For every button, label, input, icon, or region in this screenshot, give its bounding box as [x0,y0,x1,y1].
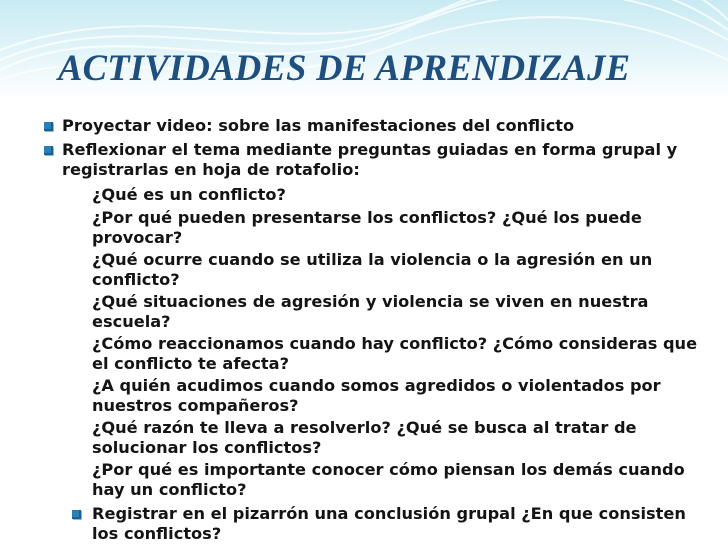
bullet-icon [44,122,53,131]
header-banner [0,0,728,100]
bullet-icon [44,146,53,155]
question-item: ¿Qué ocurre cuando se utiliza la violencia o la agresión en un conflicto? [92,250,653,289]
bullet-reflexionar: Reflexionar el tema mediante preguntas guiadas en forma grupal y registrarlas en hoja de rotafolio: [62,140,678,179]
bullet-icon [72,510,81,519]
question-item: ¿Cómo reaccionamos cuando hay conflicto? ¿Cómo consideras que el conflicto te afecta? [92,334,698,373]
bullet-registrar-conclusion: Registrar en el pizarrón una conclusión grupal ¿En que consisten los conflictos? [92,504,686,543]
question-item: ¿Qué situaciones de agresión y violencia se viven en nuestra escuela? [92,292,649,331]
question-item: ¿Por qué pueden presentarse los conflictos? ¿Qué los puede provocar? [92,208,642,247]
question-item: ¿A quién acudimos cuando somos agredidos o violentados por nuestros compañeros? [92,376,661,415]
question-item: ¿Qué razón te lleva a resolverlo? ¿Qué se busca al tratar de solucionar los conflictos? [92,418,637,457]
slide-title: ACTIVIDADES DE APRENDIZAJE [58,47,631,88]
question-item: ¿Por qué es importante conocer cómo piensan los demás cuando hay un conflicto? [92,460,685,499]
question-item: ¿Qué es un conflicto? [92,185,286,204]
bullet-proyectar-video: Proyectar video: sobre las manifestaciones del conflicto [62,116,575,135]
